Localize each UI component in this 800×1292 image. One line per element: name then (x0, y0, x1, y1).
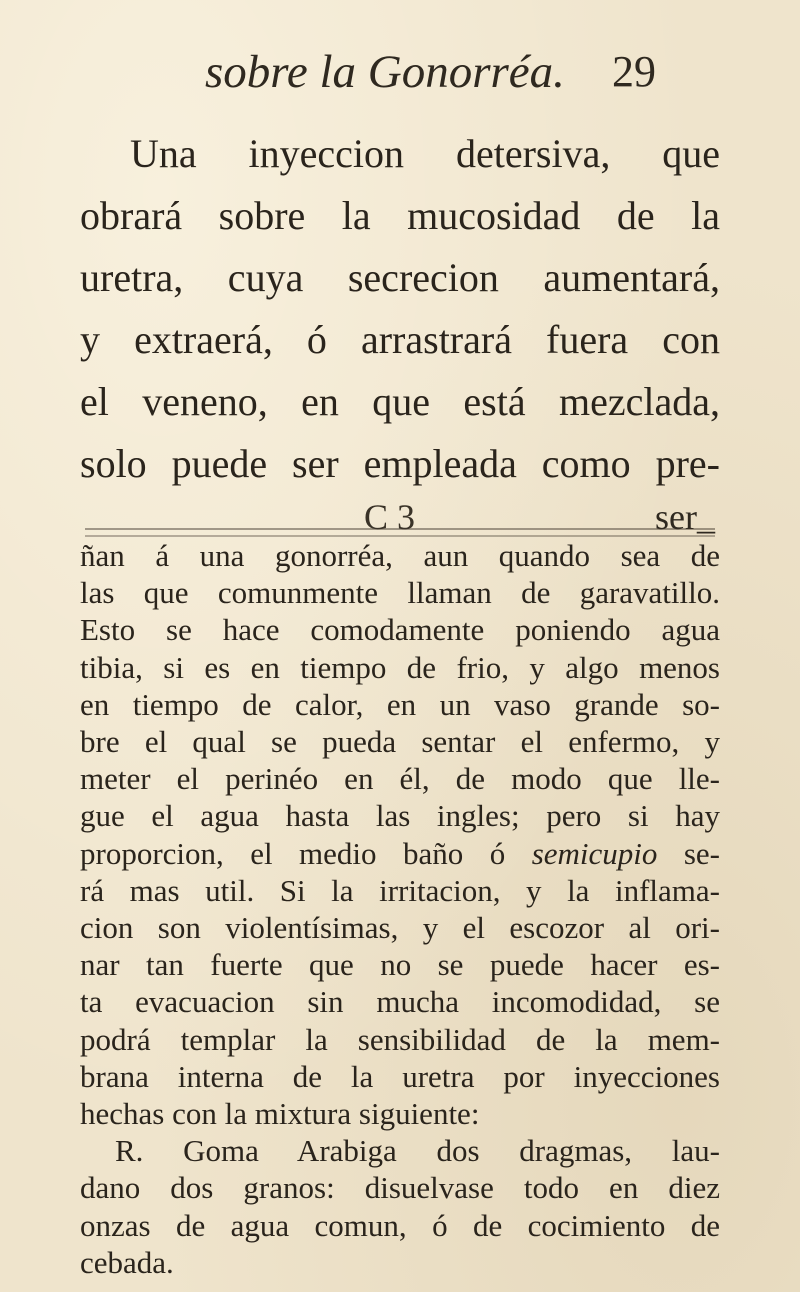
running-head: sobre la Gonorréa. (205, 46, 565, 98)
text-line: hechas con la mixtura siguiente: (80, 1096, 480, 1131)
text-segment: se- (657, 835, 720, 871)
text-line: onzas de agua comun, ó de cocimiento de (80, 1207, 720, 1243)
text-line: bre el qual se pueda sentar el enfermo, y (80, 724, 720, 759)
text-line: gue el agua hasta las ingles; pero si hay (80, 798, 720, 834)
text-line: podrá templar la sensibilidad de la mem- (80, 1021, 720, 1057)
text-line: dano dos granos: disuelvase todo en diez (80, 1170, 720, 1206)
page-header (0, 42, 800, 102)
text-line: ñan á una gonorréa, aun quando sea de (80, 538, 720, 573)
text-line: Una inyeccion detersiva, que (130, 131, 720, 176)
text-line: brana interna de la uretra por inyecciones (80, 1058, 720, 1094)
text-line: las que comunmente llaman de garavatillo. (80, 575, 720, 611)
text-segment: proporcion, el medio baño ó (80, 835, 532, 871)
text-line: rá mas util. Si la irritacion, y la inflama- (80, 872, 720, 908)
text-line: cion son violentísimas, y el escozor al ori- (80, 910, 720, 945)
text-line: tibia, si es en tiempo de frio, y algo menos (80, 649, 720, 685)
text-line: ta evacuacion sin mucha incomodidad, se (80, 984, 720, 1020)
text-line: meter el perinéo en él, de modo que lle- (80, 761, 720, 797)
signature-mark: C 3 (364, 497, 416, 537)
catchword: ser_ (655, 497, 715, 537)
italic-term: semicupio (531, 835, 658, 871)
text-line: el veneno, en que está mezclada, (80, 379, 720, 424)
text-line: Esto se hace comodamente poniendo agua (80, 612, 720, 648)
text-line: uretra, cuya secrecion aumentará, (80, 255, 720, 300)
page-divider (85, 528, 715, 537)
text-line: nar tan fuerte que no se puede hacer es- (80, 947, 720, 983)
text-line: en tiempo de calor, en un vaso grande so- (80, 686, 720, 722)
text-line: obrará sobre la mucosidad de la (80, 193, 720, 238)
text-line: cebada. (80, 1244, 174, 1280)
text-line: y extraerá, ó arrastrará fuera con (80, 317, 720, 362)
page-number: 29 (612, 47, 656, 96)
text-line (80, 835, 720, 872)
recipe-line: R. Goma Arabiga dos dragmas, lau- (115, 1133, 720, 1169)
text-line: solo puede ser empleada como pre- (80, 441, 720, 486)
